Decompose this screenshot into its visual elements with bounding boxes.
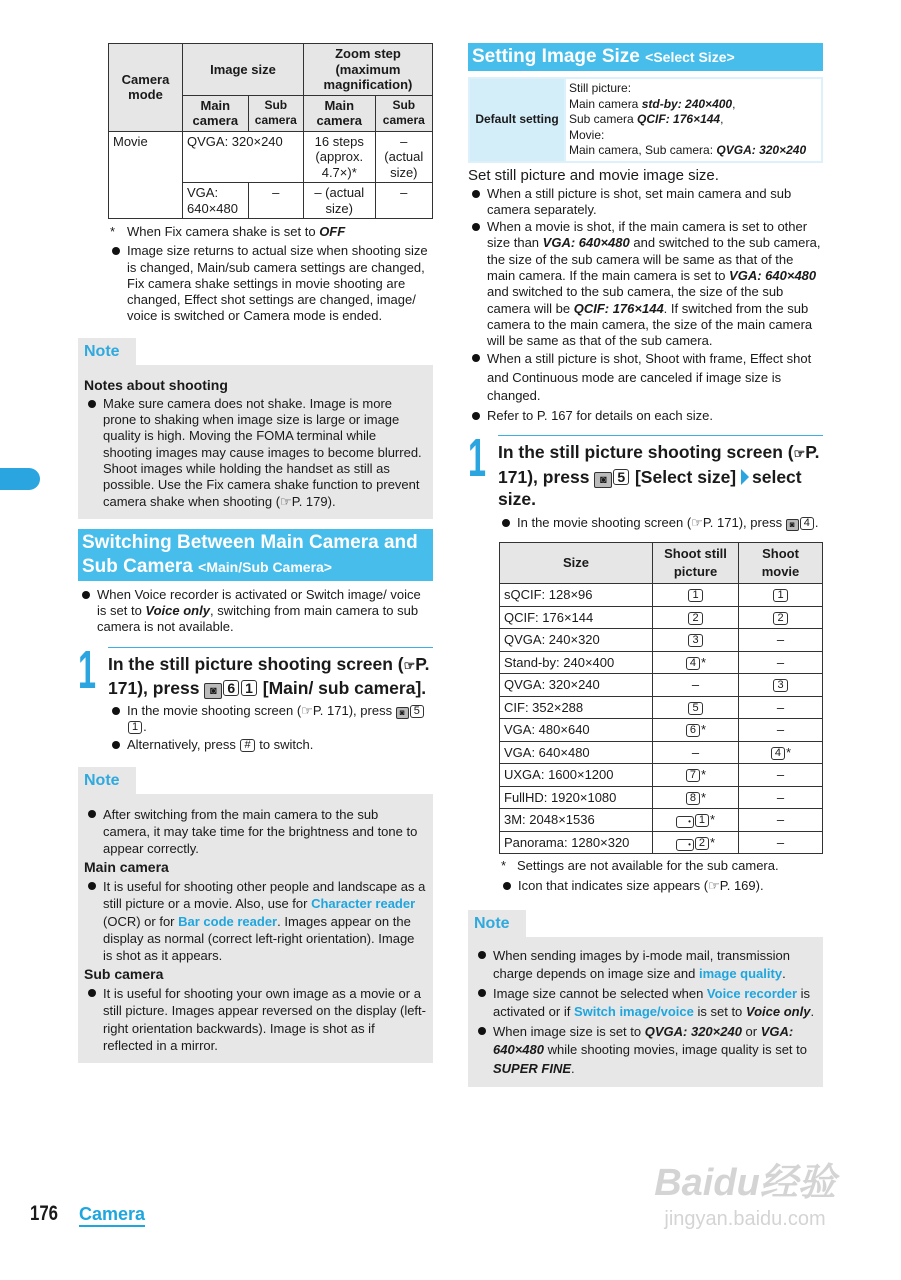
header-main: Main camera (183, 95, 249, 131)
cell-movie (739, 809, 823, 832)
text: . If switched from the sub camera to the main camera, the size of the main camera will be same as that of the sub camera. (487, 300, 813, 349)
bullet (499, 878, 823, 894)
text: Main camera (569, 96, 639, 111)
page-number: 176 (30, 1202, 59, 1225)
text: . (782, 966, 786, 982)
header-sub: Sub camera (248, 95, 303, 131)
cell-movie (739, 764, 823, 787)
text: UXGA: 1600×1200 (504, 767, 614, 783)
key-icon: 1 (241, 680, 257, 696)
cell-movie (739, 831, 823, 854)
zoom-notes (108, 224, 433, 326)
note-size (468, 910, 823, 1088)
table-row (500, 764, 823, 787)
key-icon: 6 (686, 724, 700, 737)
emphasis: VGA: 640×480 (542, 235, 630, 251)
cell-sub: – (248, 183, 303, 219)
key-icon: 6 (223, 680, 239, 696)
bullet (84, 396, 427, 510)
camera-key-icon: ◙ (786, 519, 799, 531)
camera-key-icon: ◙ (204, 683, 222, 699)
text: select size. (498, 466, 802, 510)
text: When a still picture is shot, Shoot with frame, Effect shot and Continuous mode are canceled if image size is changed. (487, 351, 812, 404)
key-icon: 3 (688, 634, 702, 647)
key-icon: 5 (613, 469, 629, 485)
header-camera-mode: Camera mode (109, 44, 183, 132)
text: In the still picture shooting screen ( (108, 653, 404, 674)
cell-still (653, 584, 739, 607)
function-link[interactable]: Character reader (311, 896, 416, 912)
text: Panorama: 1280×320 (504, 834, 630, 850)
cell-size (500, 764, 653, 787)
note-heading: Main camera (84, 859, 169, 876)
header-size: Size (500, 543, 653, 584)
bullet (468, 350, 823, 406)
emphasis: QVGA: 320×240 (716, 143, 807, 157)
text: QVGA: 240×320 (504, 632, 600, 648)
bullet (108, 243, 433, 324)
step-size (468, 428, 823, 532)
text: – (776, 812, 785, 828)
key-icon: 2 (773, 612, 787, 625)
reference-icon: ☞ (691, 514, 703, 530)
table-row (500, 584, 823, 607)
emphasis: SUPER FINE (493, 1060, 572, 1076)
cell-size (500, 786, 653, 809)
key-icon: 2 (688, 612, 702, 625)
size-table (499, 542, 823, 854)
text: [Main/ sub camera]. (257, 678, 427, 699)
text: FullHD: 1920×1080 (504, 789, 617, 805)
text: or (741, 1023, 761, 1039)
text: When sending images by i-mode mail, transmission charge depends on image size and (493, 947, 790, 982)
cell-still (653, 719, 739, 742)
key-icon: 1 (688, 589, 702, 602)
text: is set to (693, 1004, 746, 1020)
cell-still (653, 764, 739, 787)
key-icon: 8 (686, 792, 700, 805)
text: VGA: 480×640 (504, 722, 590, 738)
note-heading: Notes about shooting (84, 376, 228, 393)
emphasis: VGA: 640×480 (729, 267, 817, 283)
cell-mode: Movie (109, 131, 183, 219)
lead-text: Set still picture and movie image size. (468, 166, 719, 184)
header-zoom-step: Zoom step (maximum magnification) (303, 44, 432, 96)
text: * (701, 789, 707, 805)
cell-still (653, 651, 739, 674)
key-icon: 5 (410, 705, 424, 718)
table-row (500, 606, 823, 629)
asterisk: * (110, 224, 116, 239)
section-title-size (468, 43, 823, 71)
function-link[interactable]: Voice recorder (706, 985, 798, 1001)
text: . Images appear on the display as normal (correct left-right orientation). Image is shot as it appears. (103, 913, 415, 964)
text: * (710, 834, 716, 850)
text: Still picture: (569, 81, 632, 95)
cell-size (500, 651, 653, 674)
table-row (500, 741, 823, 764)
text: . (810, 1004, 815, 1020)
reference-icon: ☞ (280, 493, 292, 509)
bullet (468, 186, 823, 219)
key-icon: # (240, 739, 254, 752)
text: and switched to the sub camera, the size of the sub camera will be (487, 284, 784, 316)
text: QCIF: 176×144 (504, 609, 594, 625)
cell-still (653, 831, 739, 854)
text: Image size cannot be selected when (493, 985, 707, 1001)
text: – (776, 722, 785, 738)
note-label: Note (78, 338, 136, 365)
table-row (500, 786, 823, 809)
cell-size (500, 674, 653, 697)
key-icon: 2 (695, 837, 709, 850)
header-image-size: Image size (183, 44, 304, 96)
step-instruction (498, 441, 823, 511)
cell-still (653, 629, 739, 652)
text: * (710, 812, 716, 828)
text: P. 169). (719, 878, 764, 894)
cell-size (500, 831, 653, 854)
bullet (468, 219, 823, 349)
default-setting-table (468, 77, 823, 163)
key-icon: 1 (773, 589, 787, 602)
table-row (500, 719, 823, 742)
table-row (500, 674, 823, 697)
key-icon: 1 (128, 721, 142, 734)
text: * (786, 744, 792, 760)
cell-image: QVGA: 320×240 (183, 131, 304, 183)
reference-icon: ☞ (793, 446, 806, 462)
bullet (108, 737, 433, 753)
table-row (500, 651, 823, 674)
note-heading: Sub camera (84, 966, 164, 983)
text: After switching from the main camera to the sub camera, it may take time for the brightness and tone to appear correctly. (103, 806, 418, 857)
header-still: Shoot still picture (653, 543, 739, 584)
bullet (84, 985, 427, 1054)
text: . (814, 514, 819, 530)
right-column (468, 43, 823, 1087)
text: CIF: 352×288 (504, 699, 584, 715)
text: * (701, 654, 707, 670)
text: * (701, 767, 707, 783)
key-icon: 4 (686, 657, 700, 670)
text: – (776, 654, 785, 670)
cell-size (500, 696, 653, 719)
reference-icon: ☞ (403, 657, 416, 673)
emphasis: std-by: 240×400 (641, 96, 733, 111)
section-subtitle: <Main/Sub Camera> (198, 558, 332, 575)
footnote-text: Settings are not available for the sub camera. (517, 858, 779, 874)
cell-movie (739, 651, 823, 674)
bullet (498, 515, 823, 531)
text: P. 171), press (498, 442, 820, 487)
cell-zoom-main: 16 steps (approx. 4.7×)* (303, 131, 375, 183)
text: P. 171), press (312, 702, 396, 718)
cell-size (500, 741, 653, 764)
table-row (500, 696, 823, 719)
emphasis: Voice only (745, 1004, 811, 1020)
cell-movie (739, 741, 823, 764)
text: – (776, 767, 785, 783)
cell-size (500, 629, 653, 652)
footnote (108, 224, 433, 240)
text: In the still picture shooting screen ( (498, 442, 794, 463)
cell-still (653, 741, 739, 764)
cell-size (500, 719, 653, 742)
cell-zoom-sub: – (375, 183, 432, 219)
bullet (474, 1023, 817, 1079)
watermark (640, 1160, 850, 1232)
default-value (565, 78, 822, 162)
camera-key-icon: ◙ (594, 472, 612, 488)
text: P. 179). (291, 493, 336, 509)
text: VGA: 640×480 (504, 744, 590, 760)
asterisk: * (501, 858, 507, 874)
cell-movie (739, 584, 823, 607)
bullet (468, 408, 823, 424)
text: Refer to P. 167 for details on each size. (487, 407, 713, 423)
default-label: Default setting (469, 78, 565, 162)
zoom-step-table (108, 43, 433, 219)
key-icon: 4 (800, 517, 814, 530)
note-switch (78, 767, 433, 1063)
watermark-brand: Baidu经验 (654, 1162, 836, 1204)
text: Image size returns to actual size when shooting size is changed, Main/sub camera settings are changed, Fix camera shake settings in movie shooting are changed, Effect shot settings are changed, image/ voice is switched or Camera mode is ended. (127, 243, 428, 324)
bullet (474, 985, 817, 1022)
text: is activated or if (493, 985, 811, 1020)
text: It is useful for shooting other people and landscape as a still picture or a movie. Also, use for (103, 879, 426, 912)
reference-icon: ☞ (301, 702, 313, 718)
footnote (499, 858, 823, 874)
camera-key-icon: ◙ (396, 707, 409, 719)
function-link[interactable]: image quality (698, 966, 783, 982)
table-row (500, 809, 823, 832)
text: Stand-by: 240×400 (504, 654, 615, 670)
section-title-switch (78, 529, 433, 581)
bullet (84, 806, 427, 858)
text: When image size is set to (493, 1023, 645, 1039)
text: 3M: 2048×1536 (504, 812, 595, 828)
text: In the movie shooting screen ( (127, 702, 302, 718)
reference-icon: ☞ (708, 878, 720, 894)
table-row (500, 629, 823, 652)
key-icon: 1 (695, 814, 709, 827)
chapter-tab (0, 468, 40, 490)
note-shooting (78, 338, 433, 519)
section-title: Setting Image Size (472, 46, 640, 67)
emphasis: QCIF: 176×144 (637, 112, 721, 126)
text: QVGA: 320×240 (504, 677, 600, 693)
bullet (78, 587, 433, 636)
function-link[interactable]: Switch image/voice (573, 1004, 694, 1020)
left-column (78, 43, 433, 1063)
text: , Sub camera (569, 96, 736, 126)
emphasis: OFF (319, 224, 346, 239)
text: (OCR) or for (103, 913, 179, 929)
function-link[interactable]: Bar code reader (178, 913, 278, 929)
text: P. 171), press (108, 653, 430, 699)
text: When a still picture is shot, set main camera and sub camera separately. (487, 185, 792, 217)
emphasis: VGA: 640×480 (493, 1023, 794, 1058)
text: – (776, 699, 785, 715)
cell-zoom-sub: – (actual size) (375, 131, 432, 183)
cell-movie (739, 786, 823, 809)
watermark-url: jingyan.baidu.com (664, 1208, 826, 1230)
text: – (776, 834, 785, 850)
cell-size (500, 584, 653, 607)
cell-still (653, 674, 739, 697)
cell-movie (739, 719, 823, 742)
emphasis: Voice only (145, 603, 210, 619)
text: while shooting movies, image quality is set to (543, 1042, 807, 1058)
text: It is useful for shooting your own image as a movie or a still picture. Images appear reversed on the display (left-right orientation backwards). Image is shot as if reflected in a mirror. (103, 986, 426, 1053)
emphasis: QCIF: 176×144 (573, 300, 664, 316)
header-movie: Shoot movie (739, 543, 823, 584)
text: When a movie is shot, if the main camera is set to other size than (487, 219, 808, 251)
text: In the movie shooting screen ( (517, 514, 692, 530)
cell-movie (739, 696, 823, 719)
section-subtitle: <Select Size> (645, 49, 735, 65)
text: When Fix camera shake is set to (127, 224, 320, 239)
text: to switch. (255, 737, 314, 753)
cell-still (653, 606, 739, 629)
step-number: 1 (468, 428, 487, 489)
step-instruction (108, 653, 433, 700)
menu-key-icon: • (676, 816, 694, 828)
text: Alternatively, press (127, 737, 240, 753)
triangle-arrow-icon (741, 469, 749, 485)
cell-movie (739, 674, 823, 697)
cell-still (653, 809, 739, 832)
text: – (776, 632, 785, 648)
table-row (500, 831, 823, 854)
cell-size (500, 606, 653, 629)
text: . (143, 719, 147, 735)
cell-still (653, 696, 739, 719)
text: , switching from main camera to sub camera is not available. (97, 603, 419, 635)
cell-size (500, 809, 653, 832)
note-label: Note (78, 767, 136, 794)
cell-movie (739, 629, 823, 652)
cell-main: VGA: 640×480 (183, 183, 249, 219)
text: When Voice recorder is activated or Switch image/ voice is set to (97, 586, 421, 619)
bullet (108, 703, 433, 736)
section-title: Switching Between Main Camera and Sub Camera (82, 531, 418, 577)
key-icon: 3 (773, 679, 787, 692)
menu-key-icon: • (676, 839, 694, 851)
cell-movie (739, 606, 823, 629)
text: – (691, 744, 700, 760)
bullet (474, 947, 817, 984)
text: – (691, 677, 700, 693)
emphasis: QVGA: 320×240 (644, 1023, 742, 1039)
text: P. 171), press (702, 514, 786, 530)
header-sub: Sub camera (375, 95, 432, 131)
cell-still (653, 786, 739, 809)
note-label: Note (468, 910, 526, 937)
key-icon: 4 (771, 747, 785, 760)
text: . (571, 1060, 575, 1076)
text: Make sure camera does not shake. Image is more prone to shaking when image size is large or image quality is high. Moving the FOMA terminal while shooting images may cause images to become blurred. Shoot images while holding the handset as still as possible. Use the Fix camera shake function to prevent camera shake when shooting ( (103, 395, 422, 509)
text: , Movie: Main camera, Sub camera: (569, 112, 724, 157)
text: sQCIF: 128×96 (504, 587, 593, 603)
bullet (84, 878, 427, 964)
step-switch (78, 639, 433, 755)
step-number: 1 (78, 639, 97, 700)
cell-zoom-main: – (actual size) (303, 183, 375, 219)
text: – (776, 789, 785, 805)
header-main: Main camera (303, 95, 375, 131)
footer-section-link[interactable]: Camera (79, 1204, 145, 1227)
text: Icon that indicates size appears ( (518, 878, 709, 894)
key-icon: 7 (686, 769, 700, 782)
text: [Select size] (630, 466, 741, 487)
text: * (701, 722, 707, 738)
key-icon: 5 (688, 702, 702, 715)
text: and switched to the sub camera, the size of the sub camera will be same as that of the main camera. If the main camera is set to (487, 235, 821, 283)
